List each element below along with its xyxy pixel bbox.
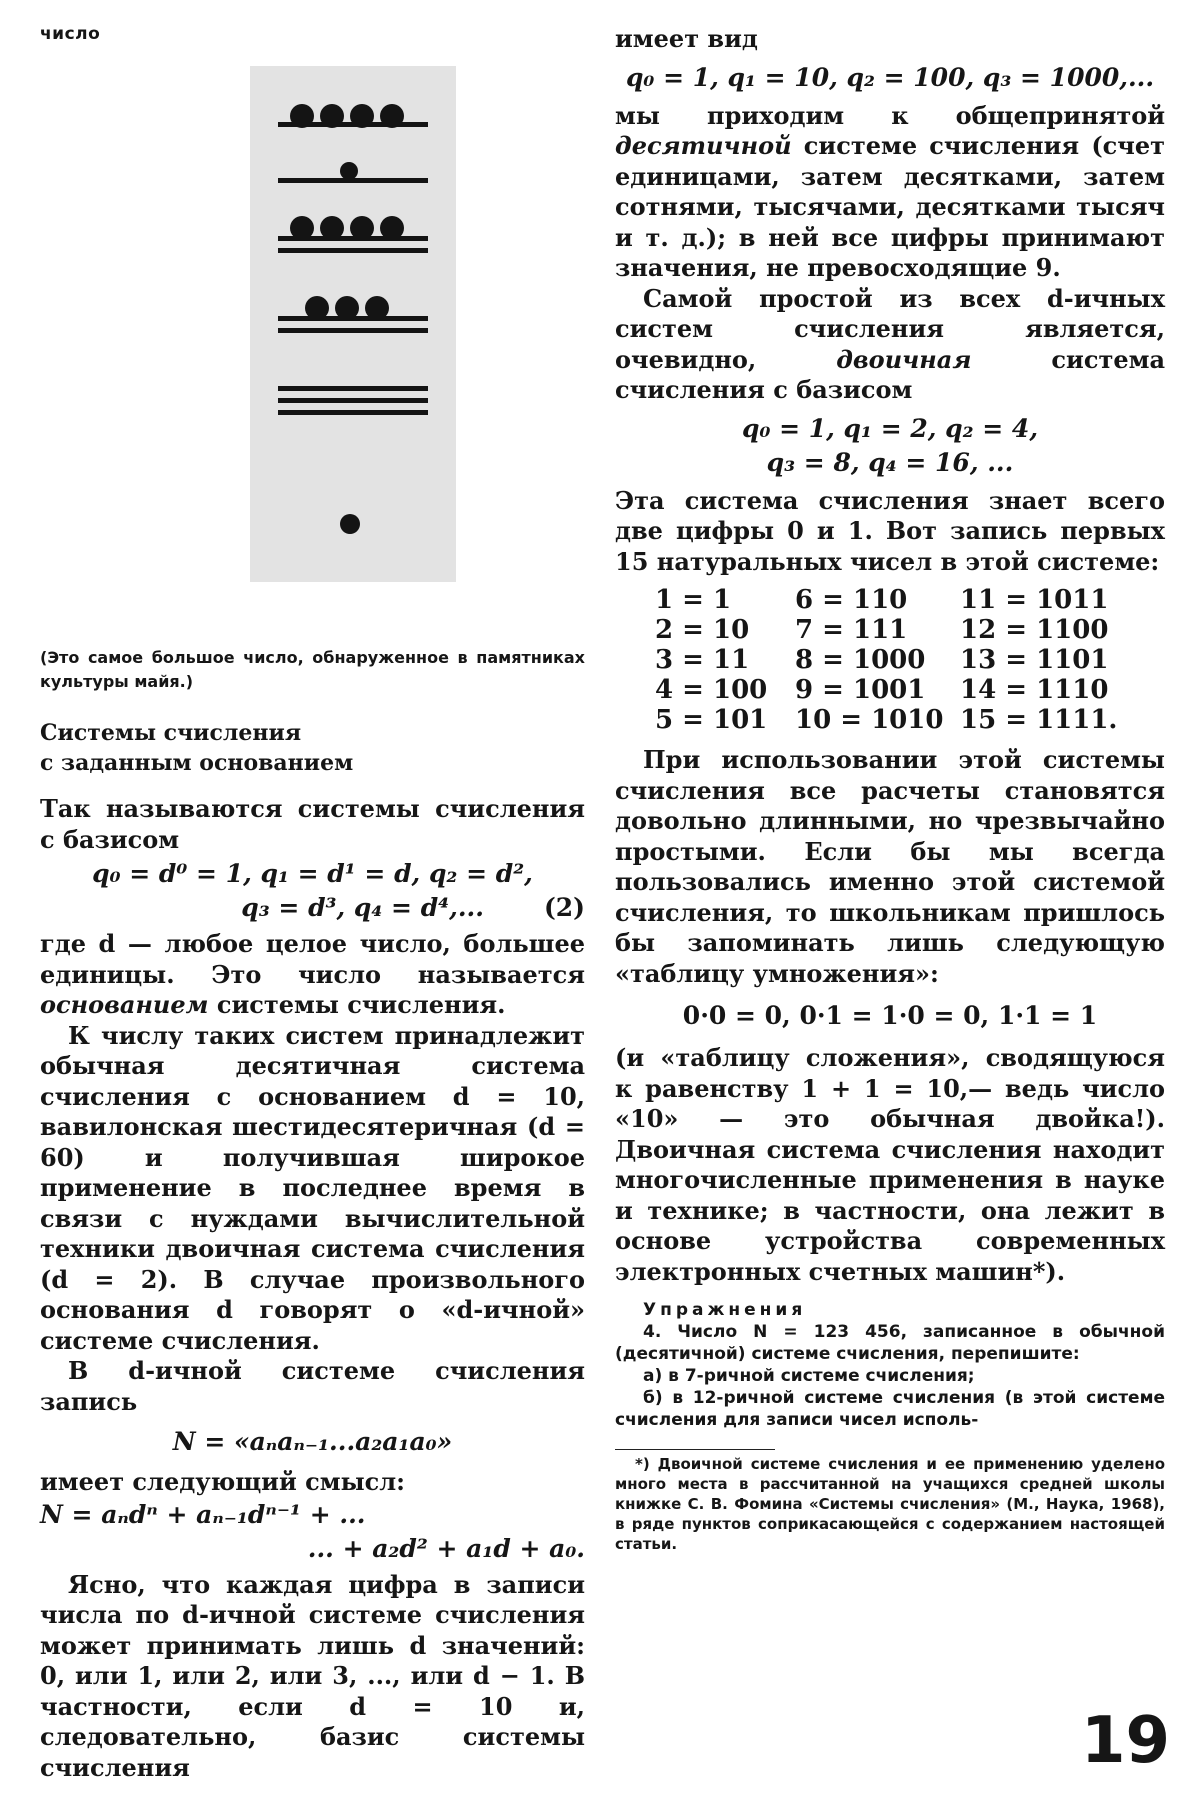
maya-bar bbox=[278, 386, 428, 391]
text-run: где d — любое целое число, большее единицы. Это число называется bbox=[40, 929, 585, 989]
formula-basis-line2 bbox=[40, 891, 585, 925]
table-cell: 11 = 1011 bbox=[960, 585, 1109, 615]
paragraph: Эта система счисления знает всего две цифры 0 и 1. Вот запись первых 15 натуральных чисел в этой системе: bbox=[615, 485, 1165, 576]
formula-expansion-line2: ... + a₂d² + a₁d + a₀. bbox=[307, 1533, 585, 1563]
maya-bar bbox=[278, 236, 428, 241]
exercise-text: 4. Число N = 123 456, записанное в обычной (десятичной) системе счисления, перепишите: bbox=[615, 1322, 1165, 1364]
maya-glyph-row bbox=[250, 376, 456, 436]
equation-number: (2) bbox=[543, 893, 585, 922]
text-run: системы счисления. bbox=[208, 990, 506, 1019]
maya-bar bbox=[278, 122, 428, 127]
formula-binary-basis-line2: q₃ = 8, q₄ = 16, ... bbox=[766, 447, 1014, 477]
text-run: система счисления с базисом bbox=[615, 344, 1165, 404]
maya-dot bbox=[340, 514, 360, 534]
formula-basis-line1: q₀ = d⁰ = 1, q₁ = d¹ = d, q₂ = d², bbox=[92, 859, 533, 888]
exercise-text: б) в 12-ричной системе счисления (в этой системе счисления для записи чисел исполь- bbox=[615, 1388, 1165, 1430]
binary-numbers-table bbox=[655, 585, 1165, 735]
maya-bar bbox=[278, 248, 428, 253]
table-cell: 12 = 1100 bbox=[960, 615, 1109, 645]
formula-decimal-basis: q₀ = 1, q₁ = 10, q₂ = 100, q₃ = 1000,... bbox=[625, 62, 1155, 92]
paragraph: В d-ичной системе счисления запись bbox=[40, 1356, 585, 1416]
maya-glyph-row bbox=[250, 146, 456, 196]
text-run: мы приходим к общепринятой bbox=[615, 100, 1165, 130]
maya-bar bbox=[278, 410, 428, 415]
paragraph: Ясно, что каждая цифра в записи числа по d-ичной системе счисления может принимать лишь d значений: 0, или 1, или 2, или 3, ..., или d − 1. В частности, если d = 10 и, следовательно, базис системы счисления bbox=[40, 1569, 585, 1782]
table-cell: 1 = 1 bbox=[655, 585, 732, 615]
maya-glyph-row bbox=[250, 506, 456, 546]
maya-number-figure bbox=[250, 66, 456, 582]
maya-bar bbox=[278, 316, 428, 321]
maya-bar bbox=[278, 398, 428, 403]
paragraph: К числу таких систем принадлежит обычная десятичная система счисления с основанием d = 10, вавилонская шестидесятеричная (d = 60) и получившая широкое применение в последнее время в связи с нуждами вычислительной техники двоичная система счисления (d = 2). В случае произвольного основания d говорят о «d-ичной» системе счисления. bbox=[40, 1020, 585, 1355]
table-cell: 8 = 1000 bbox=[795, 645, 926, 675]
formula-expansion-line1: N = aₙdⁿ + aₙ₋₁dⁿ⁻¹ + ... bbox=[40, 1499, 366, 1529]
emphasis: двоичная bbox=[836, 344, 972, 374]
emphasis: десятичной bbox=[615, 131, 792, 160]
right-column bbox=[615, 24, 1165, 1554]
formula-record: N = «aₙaₙ₋₁...a₂a₁a₀» bbox=[172, 1427, 453, 1456]
paragraph bbox=[615, 101, 1165, 284]
paragraph: Так называются системы счисления с базисом bbox=[40, 794, 585, 854]
footnote-divider bbox=[615, 1449, 775, 1450]
page-number: 19 bbox=[1080, 1704, 1170, 1778]
exercises bbox=[615, 1299, 1165, 1431]
maya-glyph-row bbox=[250, 286, 456, 356]
table-cell: 10 = 1010 bbox=[795, 705, 944, 735]
table-cell: 13 = 1101 bbox=[960, 645, 1109, 675]
paragraph: имеет следующий смысл: bbox=[40, 1467, 406, 1496]
table-cell: 2 = 10 bbox=[655, 615, 750, 645]
table-cell: 7 = 111 bbox=[795, 615, 908, 645]
table-cell: 4 = 100 bbox=[655, 675, 768, 705]
table-cell: 15 = 1111. bbox=[960, 705, 1118, 735]
table-cell: 3 = 11 bbox=[655, 645, 750, 675]
left-body bbox=[40, 794, 585, 1783]
formula-part: q₃ = d³, q₄ = d⁴,... bbox=[241, 893, 484, 922]
maya-bar bbox=[278, 328, 428, 333]
formula-binary-basis-line1: q₀ = 1, q₁ = 2, q₂ = 4, bbox=[741, 413, 1039, 443]
table-cell: 6 = 110 bbox=[795, 585, 908, 615]
figure-label: число bbox=[40, 24, 101, 44]
maya-glyph-row bbox=[250, 88, 456, 138]
paragraph bbox=[40, 929, 585, 1021]
formula-multiplication: 0·0 = 0, 0·1 = 1·0 = 0, 1·1 = 1 bbox=[682, 1001, 1098, 1030]
paragraph: имеет вид bbox=[615, 24, 758, 53]
exercise-text: а) в 7-ричной системе счисления; bbox=[643, 1366, 975, 1386]
exercises-title: Упражнения bbox=[643, 1300, 807, 1320]
paragraph: (и «таблицу сложения», сводящуюся к равенству 1 + 1 = 10,— ведь число «10» — это обычная двойка!). Двоичная система счисления находит многочисленные применения в науке и технике; в частности, она лежит в основе устройства современных электронных счетных машин*). bbox=[615, 1043, 1165, 1286]
figure-caption: (Это самое большое число, обнаруженное в памятниках культуры майя.) bbox=[40, 648, 585, 691]
text-run: системе счисления (счет единицами, затем десятками, затем сотнями, тысячами, десятками тысяч и т. д.); в ней все цифры принимают значения, не превосходящие 9. bbox=[615, 131, 1165, 282]
table-cell: 9 = 1001 bbox=[795, 675, 926, 705]
footnote: *) Двоичной системе счисления и ее применению уделено много места в рассчитанной на учащихся средней школы книжке С. В. Фомина «Системы счисления» (М., Наука, 1968), в ряде пунктов соприкасающейся с содержанием настоящей статьи. bbox=[615, 1455, 1165, 1553]
text-run: Самой простой из всех d-ичных систем счисления является, очевидно, bbox=[615, 283, 1165, 374]
maya-glyph-row bbox=[250, 206, 456, 276]
emphasis: основанием bbox=[40, 990, 209, 1019]
paragraph bbox=[615, 284, 1165, 406]
section-heading bbox=[40, 718, 585, 778]
section-heading-line: с заданным основанием bbox=[40, 750, 354, 776]
table-cell: 5 = 101 bbox=[655, 705, 768, 735]
section-heading-line: Системы счисления bbox=[40, 720, 302, 746]
maya-bar bbox=[278, 178, 428, 183]
left-column bbox=[40, 24, 585, 1784]
table-cell: 14 = 1110 bbox=[960, 675, 1109, 705]
paragraph: При использовании этой системы счисления все расчеты становятся довольно длинными, но чрезвычайно простыми. Если бы мы всегда пользовались именно этой системой счисления, то школьникам пришлось бы запоминать лишь следующую «таблицу умножения»: bbox=[615, 745, 1165, 988]
